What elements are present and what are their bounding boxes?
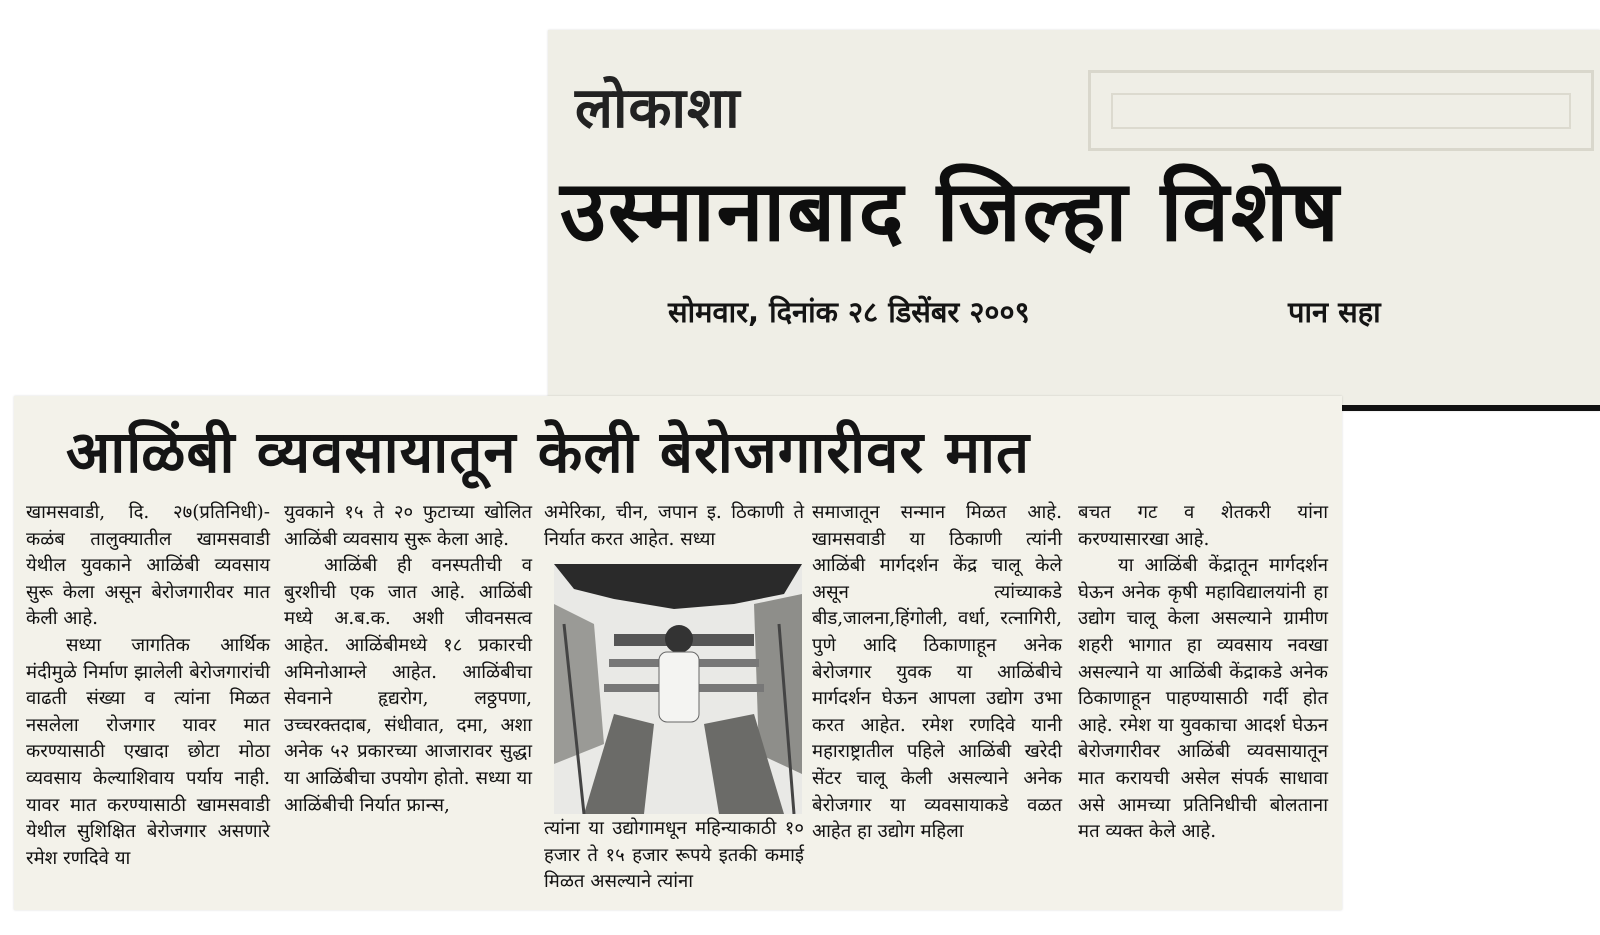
faded-stamp-box xyxy=(1088,70,1594,151)
column-4 xyxy=(812,500,1062,846)
paragraph: या आळिंबी केंद्रातून मार्गदर्शन घेऊन अनेक कृषी महाविद्यालयांनी हा उद्योग चालू केला असल्याने ग्रामीण शहरी भागात हा व्यवसाय नवखा असल्याने या आळिंबी केंद्राकडे अनेक ठिकाणाहून पाहण्यासाठी गर्दी होत आहे. रमेश या युवकाचा आदर्श घेऊन बेरोजगारीवर आळिंबी व्यवसायातून मात करायची असेल संपर्क साधावा असे आमच्या प्रतिनिधीची बोलताना मत व्यक्त केले आहे. xyxy=(1078,555,1328,843)
column-5 xyxy=(1078,500,1328,846)
column-3-top xyxy=(544,500,804,553)
paragraph: युवकाने १५ ते २० फुटाच्या खोलित आळिंबी व्यवसाय सुरू केला आहे. xyxy=(284,502,532,550)
article-clipping xyxy=(14,396,1342,910)
masthead-clipping xyxy=(548,30,1600,411)
article-photo xyxy=(554,564,802,814)
paragraph: खामसवाडी, दि. २७(प्रतिनिधी)-कळंब तालुक्यातील खामसवाडी येथील युवकाने आळिंबी व्यवसाय सुरू केला असून बेरोजगारीवर मात केली आहे. xyxy=(26,502,270,630)
column-3-bottom xyxy=(544,816,804,896)
paragraph: बचत गट व शेतकरी यांना करण्यासारखा आहे. xyxy=(1078,502,1328,550)
newspaper-name: लोकाशा xyxy=(575,76,741,141)
paragraph: आळिंबी ही वनस्पतीची व बुरशीची एक जात आहे. आळिंबी मध्ये अ.ब.क. अशी जीवनसत्व आहेत. आळिंबीमध्ये १८ प्रकारची अमिनोआम्ले आहेत. आळिंबीचा सेवनाने हृद्यरोग, लठ्ठपणा, उच्चरक्तदाब, संधीवात, दमा, अशा अनेक ५२ प्रकारच्या आजारावर सुद्धा या आळिंबीचा उपयोग होतो. सध्या या आळिंबीची निर्यात फ्रान्स, xyxy=(284,555,532,816)
paragraph: अमेरिका, चीन, जपान इ. ठिकाणी ते निर्यात करत आहेत. सध्या xyxy=(544,502,804,550)
paragraph: समाजातून सन्मान मिळत आहे. खामसवाडी या ठिकाणी त्यांनी आळिंबी मार्गदर्शन केंद्र चालू केले असून त्यांच्याकडे बीड,जालना,हिंगोली, वर्धा, रत्नागिरी, पुणे आदि ठिकाणाहून अनेक बेरोजगार युवक या आळिंबीचे मार्गदर्शन घेऊन आपला उद्योग उभा करत आहेत. रमेश रणदिवे यानी महाराष्ट्रातील पहिले आळिंबी खरेदी सेंटर चालू केली असल्याने अनेक बेरोजगार या व्यवसायाकडे वळत आहेत हा उद्योग महिला xyxy=(812,502,1062,843)
column-2 xyxy=(284,500,532,819)
paragraph: सध्या जागतिक आर्थिक मंदीमुळे निर्माण झालेली बेरोजगारांची वाढती संख्या व त्यांना मिळत नसलेला रोजगार यावर मात करण्यासाठी एखादा छोटा मोठा व्यवसाय केल्याशिवाय पर्याय नाही. यावर मात करण्यासाठी खामसवाडी येथील सुशिक्षित बेरोजगार असणारे रमेश रणदिवे या xyxy=(26,634,270,869)
mushroom-farm-photo xyxy=(554,564,802,814)
page-number: पान सहा xyxy=(1288,295,1381,329)
article-headline: आळिंबी व्यवसायातून केली बेरोजगारीवर मात xyxy=(66,418,1031,486)
section-title: उस्मानाबाद जिल्हा विशेष xyxy=(560,162,1341,260)
dateline: सोमवार, दिनांक २८ डिसेंबर २००९ xyxy=(668,295,1030,329)
paragraph: त्यांना या उद्योगामधून महिन्याकाठी १० हजार ते १५ हजार रूपये इतकी कमाई मिळत असल्याने त्यांना xyxy=(544,818,804,893)
column-1 xyxy=(26,500,270,872)
